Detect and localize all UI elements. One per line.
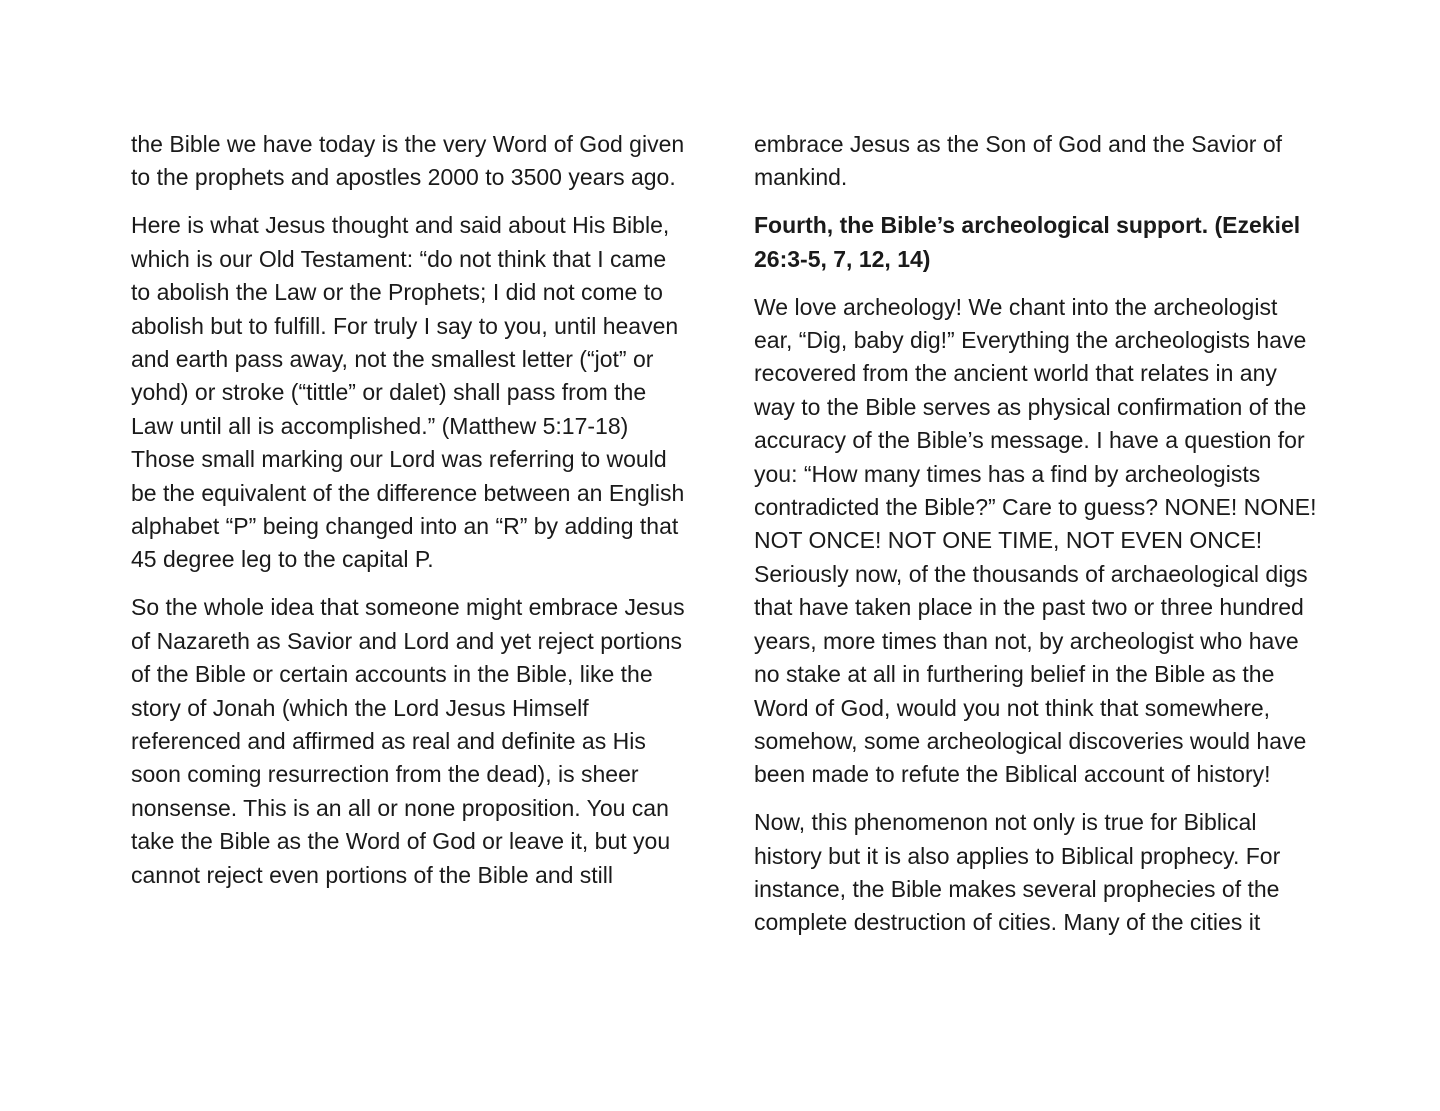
paragraph-bible-today: the Bible we have today is the very Word of God given to the prophets and apostles 2000 to 3500 years ago.	[131, 131, 685, 191]
left-column	[131, 128, 691, 906]
paragraph-love-archeology: We love archeology! We chant into the archeologist ear, “Dig, baby dig!” Everything the archeologists have recovered from the ancient world that relates in any way to the Bible serves as physical confirmation of the accuracy of the Bible’s message. I have a question for you: “How many times has a find by archeologists contradicted the Bible?” Care to guess? NONE! NONE! NOT ONCE! NOT ONE TIME, NOT EVEN ONCE! Seriously now, of the thousands of archaeological digs that have taken place in the past two or three hundred years, more times than not, by archeologist who have no stake at all in furthering belief in the Bible as the Word of God, would you not think that somewhere, somehow, some archeological discoveries would have been made to refute the Biblical account of history!	[754, 293, 1317, 788]
right-column	[754, 128, 1319, 954]
paragraph-phenomenon: Now, this phenomenon not only is true for Biblical history but it is also applies to Biblical prophecy. For instance, the Bible makes several prophecies of the complete destruction of cities. Many of the cities it	[754, 809, 1281, 936]
paragraph-embrace-jesus: embrace Jesus as the Son of God and the Savior of mankind.	[754, 131, 1283, 191]
paragraph-whole-idea: So the whole idea that someone might embrace Jesus of Nazareth as Savior and Lord and yet reject portions of the Bible or certain accounts in the Bible, like the story of Jonah (which the Lord Jesus Himself referenced and affirmed as real and definite as His soon coming resurrection from the dead), is sheer nonsense. This is an all or none proposition. You can take the Bible as the Word of God or leave it, but you cannot reject even portions of the Bible and still	[131, 594, 685, 888]
paragraph-jesus-on-bible: Here is what Jesus thought and said about His Bible, which is our Old Testament: “do not think that I came to abolish the Law or the Prophets; I did not come to abolish but to fulfill. For truly I say to you, until heaven and earth pass away, not the smallest letter (“jot” or yohd) or stroke (“tittle” or dalet) shall pass from the Law until all is accomplished.” (Matthew 5:17-18) Those small marking our Lord was referring to would be the equivalent of the difference between an English alphabet “P” being changed into an “R” by adding that 45 degree leg to the capital P.	[131, 212, 685, 573]
section-heading-archeological-support: Fourth, the Bible’s archeological support. (Ezekiel 26:3-5, 7, 12, 14)	[754, 212, 1301, 272]
